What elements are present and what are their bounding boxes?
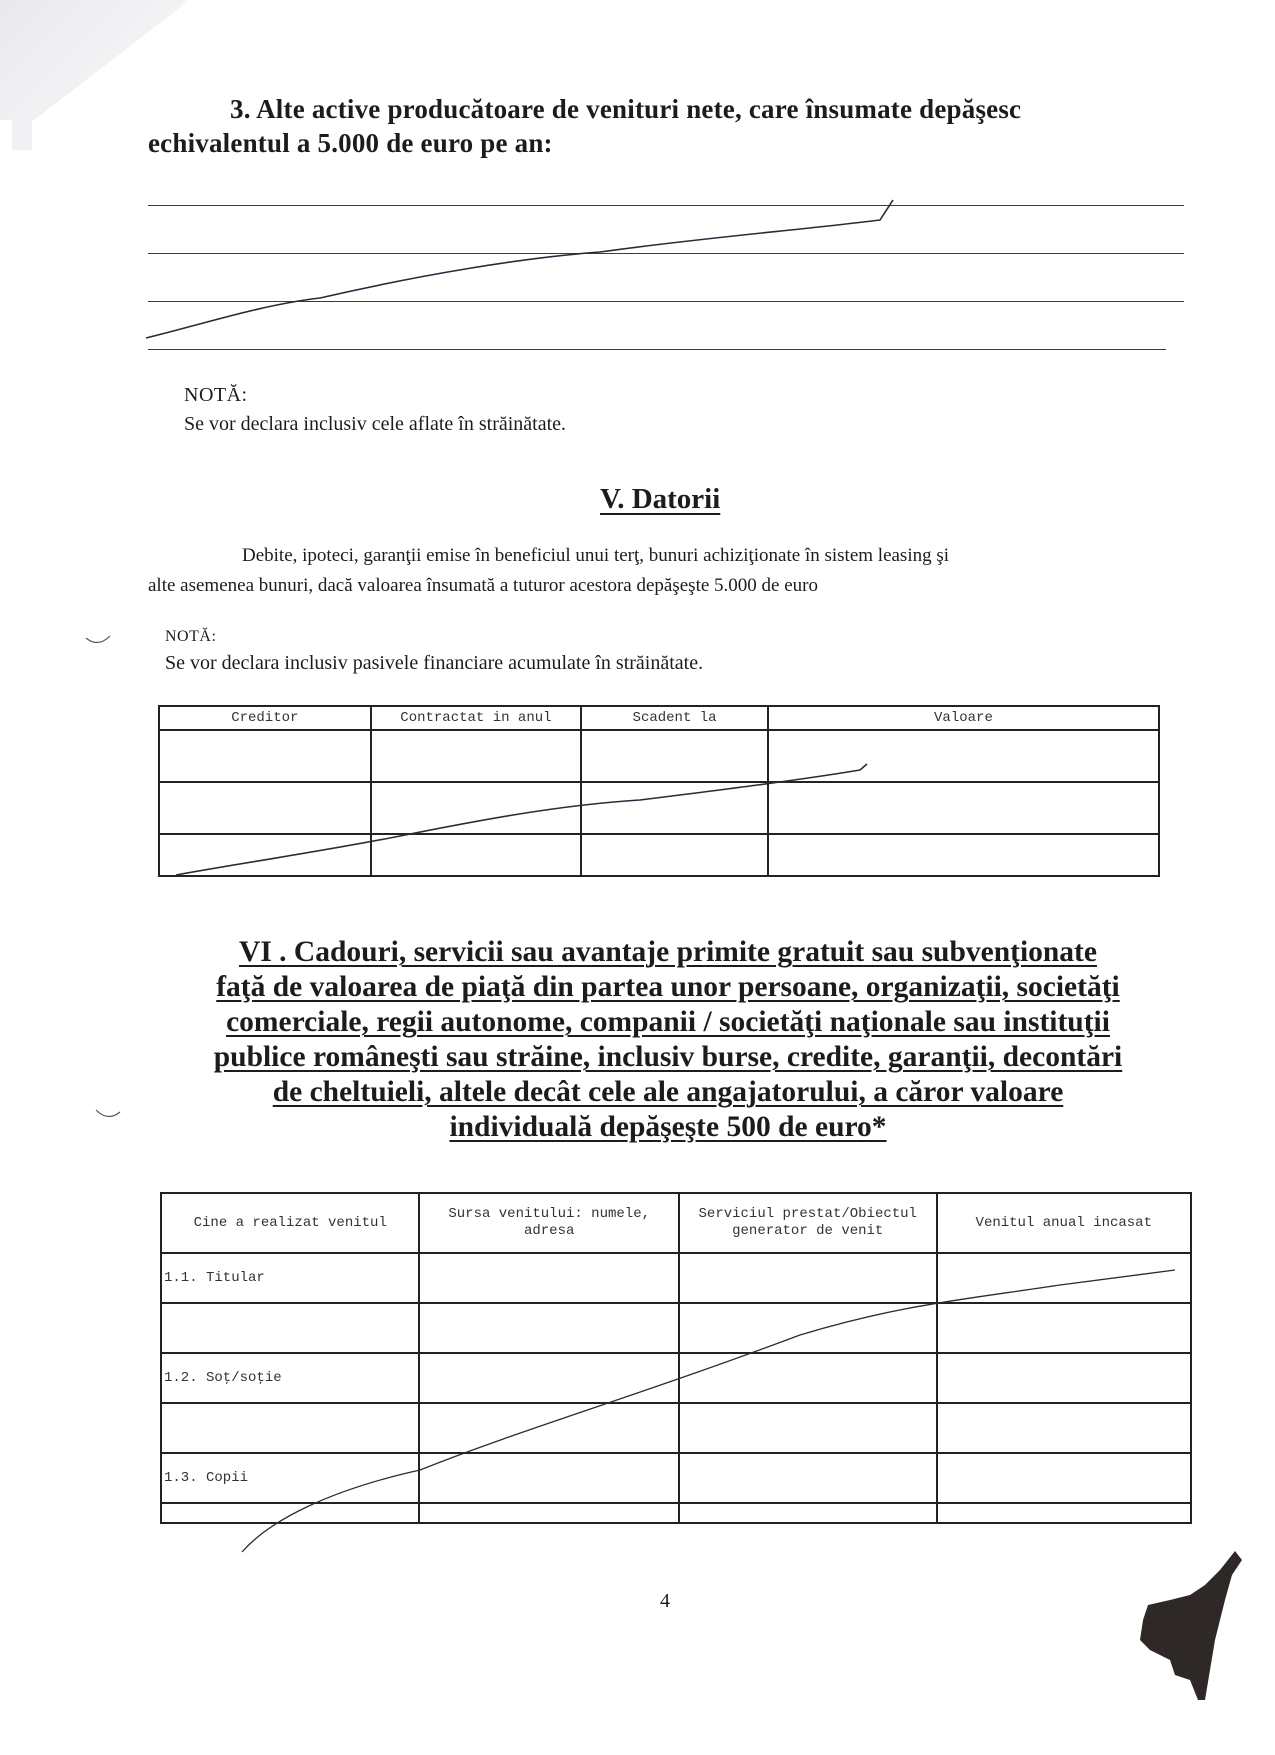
cell-due-date[interactable] — [581, 782, 768, 834]
cell-due-date[interactable] — [581, 834, 768, 876]
strike-line-section3 — [146, 200, 893, 338]
column-header-due-date: Scadent la — [581, 706, 768, 730]
cell-value[interactable] — [768, 730, 1159, 782]
table-row — [161, 1303, 1191, 1353]
table-row — [161, 1353, 1191, 1403]
table-row — [161, 1403, 1191, 1453]
section3-title — [148, 92, 1108, 160]
row-label-spouse: 1.2. Soţ/soţie — [161, 1353, 419, 1403]
cell-due-date[interactable] — [581, 730, 768, 782]
cell-annual-income[interactable] — [937, 1503, 1191, 1523]
section5-description-line2: alte asemenea bunuri, dacă valoarea însumată a tuturor acestora depăşeşte 5.000 de euro — [148, 575, 818, 596]
debts-table — [158, 705, 1160, 877]
table-row — [159, 834, 1159, 876]
entry-line-1 — [148, 205, 1184, 206]
cell-value[interactable] — [768, 834, 1159, 876]
table-row — [161, 1453, 1191, 1503]
cell-service[interactable] — [679, 1403, 937, 1453]
cell-contract-year[interactable] — [371, 782, 582, 834]
cell-creditor[interactable] — [159, 834, 371, 876]
section6-heading-line: de cheltuieli, altele decât cele ale angajatorului, a căror valoare — [272, 1076, 1064, 1108]
cell-source[interactable] — [419, 1403, 678, 1453]
cell-source[interactable] — [419, 1453, 678, 1503]
cell-service[interactable] — [679, 1353, 937, 1403]
cell-contract-year[interactable] — [371, 834, 582, 876]
cell-source[interactable] — [419, 1503, 678, 1523]
section3-title-line2: echivalentul a 5.000 de euro pe an: — [148, 128, 553, 158]
section3-nota-text: Se vor declara inclusiv cele aflate în străinătate. — [184, 413, 567, 435]
entry-line-4 — [148, 349, 1166, 350]
scan-mark-left-2 — [96, 1110, 120, 1117]
section5-description — [148, 541, 1198, 601]
cell-who[interactable] — [161, 1403, 419, 1453]
cell-annual-income[interactable] — [937, 1453, 1191, 1503]
cell-service[interactable] — [679, 1453, 937, 1503]
entry-line-3 — [148, 301, 1184, 302]
cell-annual-income[interactable] — [937, 1403, 1191, 1453]
table-row — [161, 1253, 1191, 1303]
section6-heading-line: individuală depăşeşte 500 de euro* — [449, 1111, 887, 1143]
section3-nota-label: NOTĂ: — [184, 384, 248, 406]
page-number: 4 — [660, 1590, 670, 1612]
cell-source[interactable] — [419, 1253, 678, 1303]
cell-source[interactable] — [419, 1303, 678, 1353]
gifts-table-header — [161, 1193, 1191, 1253]
column-header-creditor: Creditor — [159, 706, 371, 730]
cell-who[interactable] — [161, 1303, 419, 1353]
debts-table-header — [159, 706, 1159, 730]
section5-heading: V. Datorii — [600, 483, 721, 515]
column-header-source: Sursa venitului: numele, adresa — [419, 1193, 678, 1253]
section3-title-line1: 3. Alte active producătoare de venituri nete, care însumate depăşesc — [230, 94, 1022, 124]
table-row — [159, 730, 1159, 782]
section5-description-line1: Debite, ipoteci, garanţii emise în beneficiul unui terţ, bunuri achiziţionate în sistem leasing şi — [242, 545, 950, 566]
section6-heading-line: comerciale, regii autonome, companii / societăţi naţionale sau instituţii — [226, 1006, 1110, 1038]
cell-value[interactable] — [768, 782, 1159, 834]
cell-annual-income[interactable] — [937, 1353, 1191, 1403]
section5-nota-label: NOTĂ: — [165, 628, 217, 645]
cell-creditor[interactable] — [159, 730, 371, 782]
table-row — [159, 782, 1159, 834]
column-header-annual-income: Venitul anual incasat — [937, 1193, 1191, 1253]
column-header-value: Valoare — [768, 706, 1159, 730]
ink-stain-icon — [1140, 1551, 1242, 1700]
scan-mark-left-1 — [86, 636, 110, 643]
cell-creditor[interactable] — [159, 782, 371, 834]
cell-service[interactable] — [679, 1253, 937, 1303]
table-row — [161, 1503, 1191, 1523]
cell-service[interactable] — [679, 1303, 937, 1353]
gifts-table — [160, 1192, 1192, 1524]
section6-heading-line: VI . Cadouri, servicii sau avantaje primite gratuit sau subvenţionate — [239, 936, 1097, 968]
section5-nota-text: Se vor declara inclusiv pasivele financiare acumulate în străinătate. — [165, 652, 704, 674]
row-label-children: 1.3. Copii — [161, 1453, 419, 1503]
entry-line-2 — [148, 253, 1184, 254]
column-header-who: Cine a realizat venitul — [161, 1193, 419, 1253]
cell-annual-income[interactable] — [937, 1303, 1191, 1353]
cell-source[interactable] — [419, 1353, 678, 1403]
cell-annual-income[interactable] — [937, 1253, 1191, 1303]
cell-service[interactable] — [679, 1503, 937, 1523]
cell-who[interactable] — [161, 1503, 419, 1523]
section6-heading-line: publice româneşti sau străine, inclusiv burse, credite, garanţii, decontări — [213, 1041, 1123, 1073]
section6-heading — [148, 935, 1188, 1145]
cell-contract-year[interactable] — [371, 730, 582, 782]
column-header-contract-year: Contractat in anul — [371, 706, 582, 730]
column-header-service: Serviciul prestat/Obiectul generator de venit — [679, 1193, 937, 1253]
section6-heading-line: faţă de valoarea de piaţă din partea unor persoane, organizaţii, societăţi — [216, 971, 1120, 1003]
row-label-titular: 1.1. Titular — [161, 1253, 419, 1303]
